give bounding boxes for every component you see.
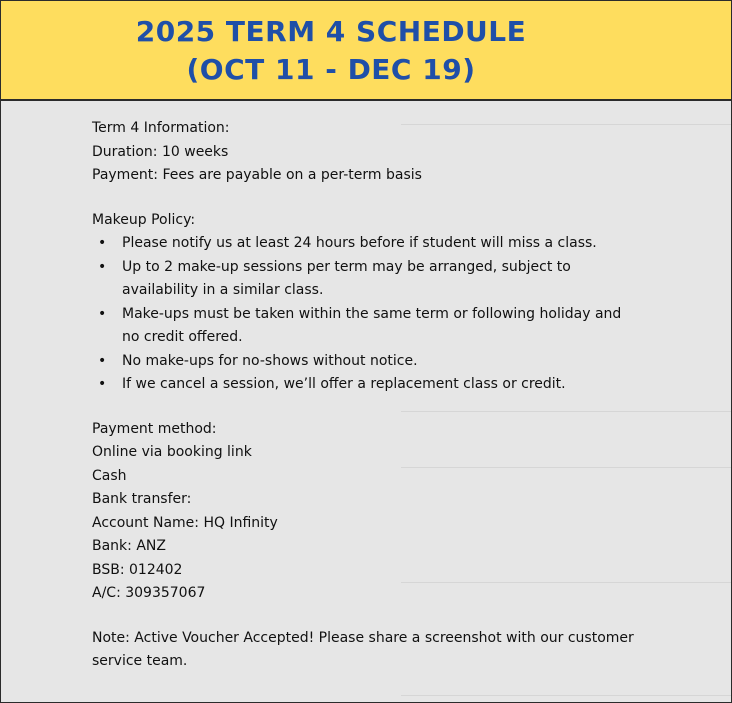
title-line-2: (OCT 11 - DEC 19) [186,53,476,86]
account-number: A/C: 309357067 [92,585,206,601]
bsb-number: BSB: 012402 [92,561,183,578]
term-duration: Duration: 10 weeks [92,143,229,160]
bullet-icon: • [98,305,107,322]
term-payment: Payment: Fees are payable on a per-term basis [92,167,422,183]
title-line-1: 2025 TERM 4 SCHEDULE [135,15,527,48]
bullet-icon: • [98,258,107,275]
account-name: Account Name: HQ Infinity [92,514,278,531]
bank-name: Bank: ANZ [92,538,166,554]
faint-rule [401,695,731,696]
payment-method-heading: Payment method: [92,420,217,437]
header-banner [1,1,731,101]
list-item: • Make-ups must be taken within the same term or following holiday and no credit offered. [92,303,642,350]
payment-online: Online via booking link [92,444,252,460]
makeup-heading: Makeup Policy: [92,211,196,228]
schedule-content [92,117,652,674]
list-item: • Please notify us at least 24 hours before if student will miss a class. [92,232,642,256]
bullet-icon: • [98,376,107,392]
payment-bank-transfer: Bank transfer: [92,491,192,507]
bullet-icon: • [98,352,107,369]
list-item: • No make-ups for no-shows without notice. [92,350,642,374]
list-item: • If we cancel a session, we’ll offer a replacement class or credit. [92,373,642,397]
makeup-policy-list [92,232,652,397]
list-item: • Up to 2 make-up sessions per term may be arranged, subject to availability in a similar class. [92,256,642,303]
bullet-icon: • [98,235,107,251]
voucher-note: Note: Active Voucher Accepted! Please share a screenshot with our customer service team. [92,629,634,669]
term-info-heading: Term 4 Information: [92,120,230,136]
payment-cash: Cash [92,467,127,484]
